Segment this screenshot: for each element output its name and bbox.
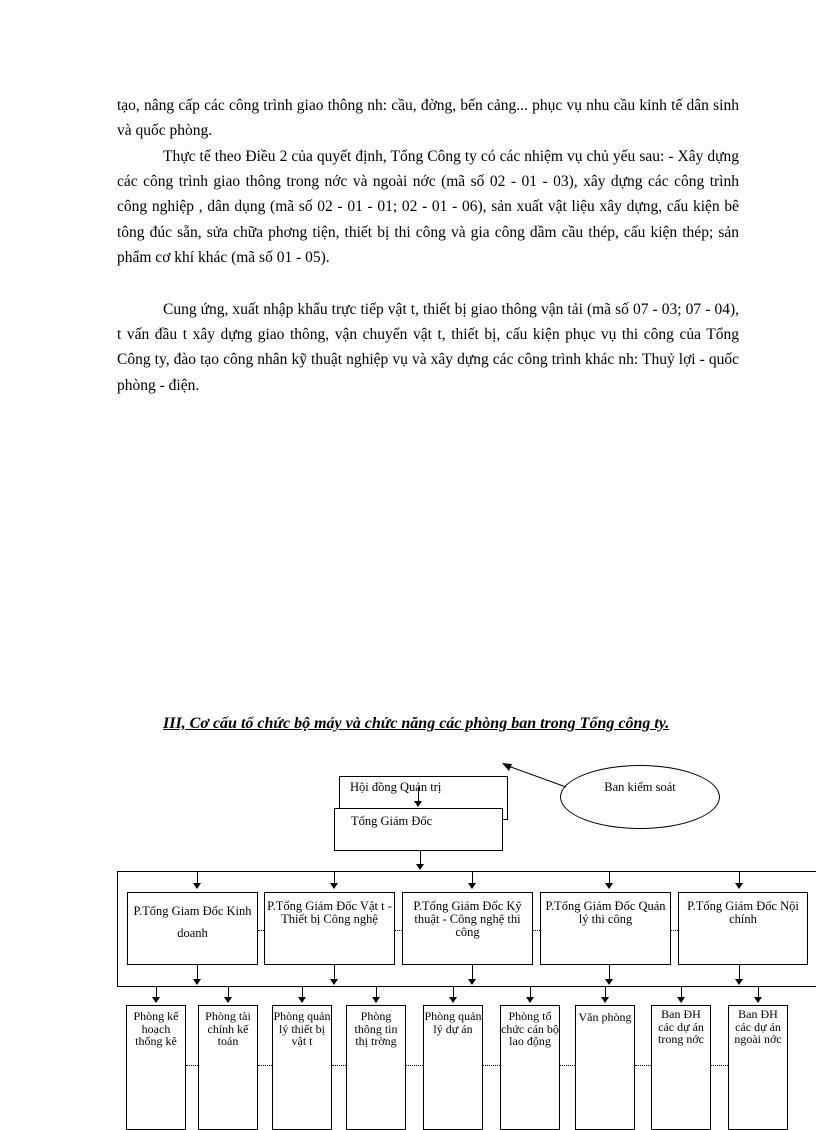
- deputy-label-business: P.Tổng Giam Đốc Kinh doanh: [133, 904, 252, 940]
- dept-label-foreign-projects: Ban ĐH các dự án ngoài nớc: [734, 1007, 782, 1046]
- board-label: Hội đồng Quản trị: [350, 780, 442, 794]
- dept-label-office: Văn phòng: [578, 1010, 632, 1024]
- dept-label-market-info: Phòng thông tin thị trờng: [354, 1009, 398, 1048]
- dept-box-office: [575, 1005, 635, 1130]
- deputy-box-construction: [540, 892, 671, 965]
- deputy-label-construction: P.Tổng Giám Đốc Quản lý thi công: [545, 899, 666, 926]
- dept-label-personnel: Phòng tổ chức cán bộ lao động: [501, 1009, 559, 1048]
- deputy-label-materials: P.Tổng Giám Đốc Vật t - Thiết bị Công nghệ: [267, 899, 392, 926]
- supervisory-label: Ban kiểm soát: [604, 780, 676, 794]
- paragraph-1: tạo, nâng cấp các công trình giao thông nh: cầu, đờng, bến cảng... phục vụ nhu cầu kinh tế dân sinh và quốc phòng.: [117, 97, 739, 140]
- dept-box-market-info: [346, 1005, 406, 1130]
- supervisory-arrow: [500, 760, 570, 790]
- dept-label-finance: Phòng tài chính kế toán: [205, 1009, 251, 1048]
- paragraph-2: Thực tế theo Điều 2 của quyết định, Tổng Công ty có các nhiệm vụ chủ yếu sau: - Xây dựng các công trình giao thông trong nớc và ngoài nớc (mã số 02 - 01 - 03), xây dựng các công trình công nghiệp , dân dụng (mã số 02 - 01 - 01; 02 - 01 - 06), sản xuất vật liệu xây dựng, cấu kiện bê tông đúc sẵn, sửa chữa phơng tiện, thiết bị thi công và gia công dầm cầu thép, cấu kiện thép; sản phẩm cơ khí khác (mã số 01 - 05).: [117, 148, 739, 266]
- paragraph-3: Cung ứng, xuất nhập khẩu trực tiếp vật t, thiết bị giao thông vận tải (mã số 07 - 03; 07 - 04), t vấn đầu t xây dựng giao thông, vận chuyển vật t, thiết bị, cấu kiện phục vụ thi công của Tổng Công ty, đào tạo công nhân kỹ thuật nghiệp vụ và xây dựng các công trình khác nh: Thuỷ lợi - quốc phòng - điện.: [117, 301, 739, 394]
- dept-box-planning: [126, 1005, 186, 1130]
- dept-label-planning: Phòng kế hoạch thống kê: [133, 1009, 179, 1048]
- deputy-box-technical: [402, 892, 533, 965]
- deputy-label-internal: P.Tổng Giám Đốc Nội chính: [687, 899, 799, 926]
- deputy-label-technical: P.Tổng Giám Đốc Kỹ thuật - Công nghệ thi công: [413, 899, 522, 939]
- ceo-box: [334, 808, 503, 851]
- deputy-box-internal: [678, 892, 808, 965]
- deputy-box-materials: [264, 892, 395, 965]
- supervisory-ellipse: [560, 765, 720, 829]
- dept-box-foreign-projects: [728, 1005, 788, 1130]
- dept-label-equipment: Phòng quản lý thiết bị vật t: [273, 1009, 331, 1048]
- dept-box-equipment: [272, 1005, 332, 1130]
- section-heading: III, Cơ cấu tổ chức bộ máy và chức năng các phòng ban trong Tổng công ty.: [163, 715, 670, 732]
- dept-label-domestic-projects: Ban ĐH các dự án trong nớc: [657, 1007, 704, 1046]
- deputy-box-business: [127, 892, 258, 965]
- dept-box-domestic-projects: [651, 1005, 711, 1130]
- dept-box-projects: [423, 1005, 483, 1130]
- dept-box-personnel: [500, 1005, 560, 1130]
- dept-label-projects: Phòng quản lý dự án: [424, 1009, 482, 1036]
- dept-box-finance: [198, 1005, 258, 1130]
- ceo-label: Tổng Giám Đốc: [351, 814, 433, 828]
